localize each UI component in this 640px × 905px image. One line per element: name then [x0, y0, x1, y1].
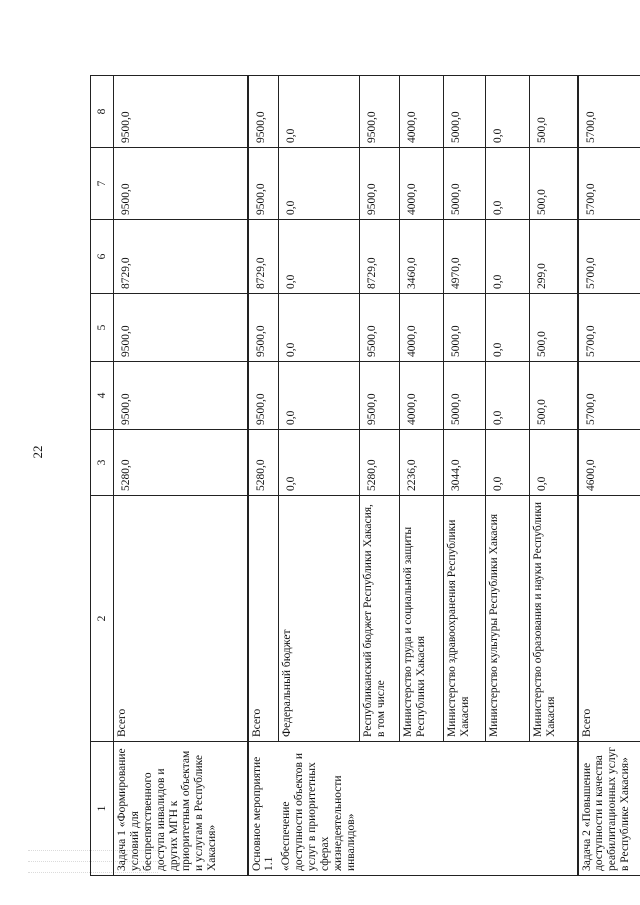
table-row: [400, 76, 444, 876]
value-cell: 9500,0: [360, 76, 400, 148]
source-cell: Всего: [114, 496, 248, 742]
value-cell: 4000,0: [400, 76, 444, 148]
value-cell: 4000,0: [400, 148, 444, 220]
value-cell: 9500,0: [248, 148, 279, 220]
task-cell: [444, 742, 486, 876]
table-row: [530, 76, 578, 876]
table-row: [360, 76, 400, 876]
task-cell: «Обеспечение доступности объектов и услуг в приоритетных сферах жизнедеятельности инвалидов»: [278, 742, 359, 876]
value-cell: 8729,0: [248, 220, 279, 294]
header-cell: 5: [91, 294, 114, 362]
value-cell: 5700,0: [578, 220, 640, 294]
header-row: [91, 76, 114, 876]
budget-table: [90, 75, 640, 876]
value-cell: 5280,0: [360, 430, 400, 496]
source-cell: Всего: [578, 496, 640, 742]
value-cell: 500,0: [530, 362, 578, 430]
table-row: [114, 76, 248, 876]
header-cell: 2: [91, 496, 114, 742]
table-body: [114, 76, 640, 876]
value-cell: 4000,0: [400, 362, 444, 430]
value-cell: 0,0: [486, 148, 530, 220]
value-cell: 9500,0: [360, 362, 400, 430]
table-row: [578, 76, 640, 876]
value-cell: 0,0: [486, 362, 530, 430]
value-cell: 0,0: [278, 294, 359, 362]
value-cell: 5000,0: [444, 294, 486, 362]
value-cell: 9500,0: [114, 362, 248, 430]
value-cell: 5700,0: [578, 294, 640, 362]
value-cell: 500,0: [530, 294, 578, 362]
value-cell: 9500,0: [360, 148, 400, 220]
value-cell: 9500,0: [248, 362, 279, 430]
task-cell: Основное мероприятие 1.1: [248, 742, 279, 876]
value-cell: 0,0: [278, 76, 359, 148]
value-cell: 5000,0: [444, 362, 486, 430]
table-row: [444, 76, 486, 876]
source-cell: Республиканский бюджет Республики Хакасия, в том числе: [360, 496, 400, 742]
value-cell: 2236,0: [400, 430, 444, 496]
page-number: 22: [30, 445, 45, 459]
value-cell: 9500,0: [248, 294, 279, 362]
task-cell: Задача 1 «Формирование условий для беспрепятственного доступа инвалидов и других МГН к приоритетным объектам и услугам в Республике Хакасия»: [114, 742, 248, 876]
value-cell: 500,0: [530, 76, 578, 148]
value-cell: 3044,0: [444, 430, 486, 496]
header-cell: 8: [91, 76, 114, 148]
value-cell: 5700,0: [578, 362, 640, 430]
source-cell: Министерство здравоохранения Республики Хакасия: [444, 496, 486, 742]
value-cell: 5280,0: [114, 430, 248, 496]
value-cell: 4600,0: [578, 430, 640, 496]
header-cell: 1: [91, 742, 114, 876]
value-cell: 500,0: [530, 148, 578, 220]
task-cell: [486, 742, 530, 876]
table-row: [486, 76, 530, 876]
value-cell: 0,0: [278, 220, 359, 294]
value-cell: 5000,0: [444, 76, 486, 148]
task-cell: Задача 2 «Повышение доступности и качества реабилитационных услуг в Республике Хакасия»: [578, 742, 640, 876]
rotated-table-container: [90, 76, 632, 876]
value-cell: 5700,0: [578, 148, 640, 220]
source-cell: Министерство труда и социальной защиты Республики Хакасия: [400, 496, 444, 742]
header-cell: 3: [91, 430, 114, 496]
value-cell: 4000,0: [400, 294, 444, 362]
value-cell: 5000,0: [444, 148, 486, 220]
value-cell: 8729,0: [114, 220, 248, 294]
value-cell: 9500,0: [114, 294, 248, 362]
header-cell: 6: [91, 220, 114, 294]
value-cell: 0,0: [486, 430, 530, 496]
value-cell: 9500,0: [360, 294, 400, 362]
value-cell: 0,0: [278, 362, 359, 430]
value-cell: 299,0: [530, 220, 578, 294]
value-cell: 0,0: [486, 294, 530, 362]
value-cell: 8729,0: [360, 220, 400, 294]
value-cell: 5700,0: [578, 76, 640, 148]
value-cell: 9500,0: [248, 76, 279, 148]
task-cell: [360, 742, 400, 876]
source-cell: Министерство культуры Республики Хакасия: [486, 496, 530, 742]
value-cell: 5280,0: [248, 430, 279, 496]
value-cell: 3460,0: [400, 220, 444, 294]
value-cell: 0,0: [486, 76, 530, 148]
source-cell: Федеральный бюджет: [278, 496, 359, 742]
task-cell: [400, 742, 444, 876]
value-cell: 9500,0: [114, 76, 248, 148]
value-cell: 9500,0: [114, 148, 248, 220]
value-cell: 0,0: [530, 430, 578, 496]
value-cell: 0,0: [278, 430, 359, 496]
table-row: [248, 76, 279, 876]
value-cell: 0,0: [278, 148, 359, 220]
source-cell: Всего: [248, 496, 279, 742]
header-cell: 4: [91, 362, 114, 430]
task-cell: [530, 742, 578, 876]
value-cell: 4970,0: [444, 220, 486, 294]
source-cell: Министерство образования и науки Республики Хакасия: [530, 496, 578, 742]
header-cell: 7: [91, 148, 114, 220]
value-cell: 0,0: [486, 220, 530, 294]
table-row: [278, 76, 359, 876]
